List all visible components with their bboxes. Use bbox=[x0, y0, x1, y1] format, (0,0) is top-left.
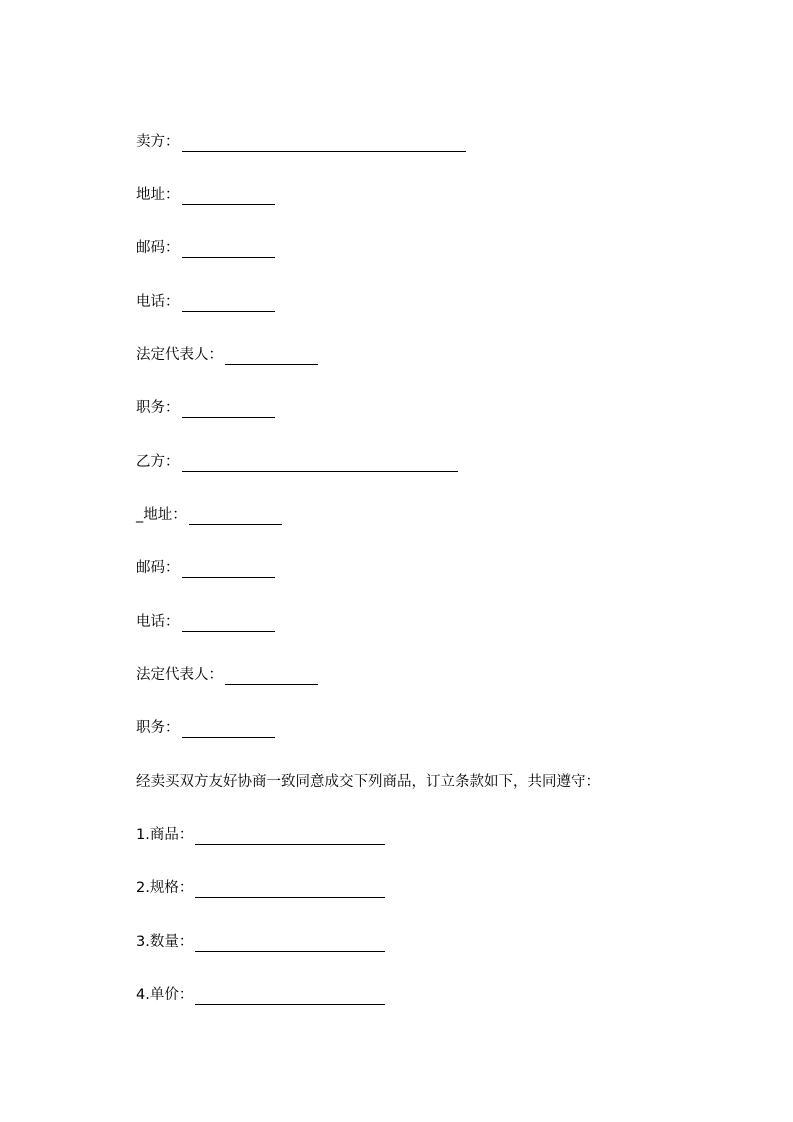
clause-label: 4.单价： bbox=[136, 987, 194, 1003]
clause-line bbox=[136, 932, 385, 952]
buyer-party-label: 乙方： bbox=[136, 454, 180, 470]
seller-address-line bbox=[136, 185, 275, 205]
buyer-phone-line bbox=[136, 612, 275, 632]
seller-legal-rep-line bbox=[136, 345, 318, 365]
seller-postcode-line bbox=[136, 238, 275, 258]
seller-address-blank bbox=[182, 188, 275, 205]
clause-label: 2.规格： bbox=[136, 880, 194, 896]
clause-line bbox=[136, 825, 385, 845]
clause-blank bbox=[195, 988, 385, 1005]
buyer-phone-label: 电话： bbox=[136, 614, 180, 630]
seller-position-blank bbox=[182, 401, 275, 418]
seller-address-label: 地址： bbox=[136, 187, 180, 203]
buyer-phone-blank bbox=[182, 615, 275, 632]
buyer-party-line bbox=[136, 452, 458, 472]
buyer-legal-rep-label: 法定代表人： bbox=[136, 667, 223, 683]
seller-party-blank bbox=[182, 135, 466, 152]
intro-text: 经卖买双方友好协商一致同意成交下列商品，订立条款如下，共同遵守： bbox=[136, 774, 600, 790]
buyer-position-line bbox=[136, 718, 275, 738]
clause-line bbox=[136, 878, 385, 898]
clause-blank bbox=[195, 828, 385, 845]
seller-phone-label: 电话： bbox=[136, 294, 180, 310]
seller-party-label: 卖方： bbox=[136, 134, 180, 150]
seller-position-label: 职务： bbox=[136, 400, 180, 416]
buyer-party-blank bbox=[182, 455, 458, 472]
seller-postcode-label: 邮码： bbox=[136, 240, 180, 256]
buyer-address-label: _地址： bbox=[136, 507, 187, 523]
buyer-postcode-label: 邮码： bbox=[136, 560, 180, 576]
buyer-postcode-line bbox=[136, 558, 275, 578]
clause-line bbox=[136, 985, 385, 1005]
buyer-position-label: 职务： bbox=[136, 720, 180, 736]
seller-legal-rep-label: 法定代表人： bbox=[136, 347, 223, 363]
clause-label: 3.数量： bbox=[136, 934, 194, 950]
seller-party-line bbox=[136, 132, 466, 152]
seller-postcode-blank bbox=[182, 241, 275, 258]
buyer-legal-rep-line bbox=[136, 665, 318, 685]
clause-blank bbox=[195, 881, 385, 898]
buyer-legal-rep-blank bbox=[225, 668, 318, 685]
seller-legal-rep-blank bbox=[225, 348, 318, 365]
buyer-address-line bbox=[136, 505, 282, 525]
buyer-position-blank bbox=[182, 721, 275, 738]
clause-label: 1.商品： bbox=[136, 827, 194, 843]
clause-blank bbox=[195, 935, 385, 952]
seller-phone-line bbox=[136, 292, 275, 312]
buyer-postcode-blank bbox=[182, 561, 275, 578]
seller-phone-blank bbox=[182, 295, 275, 312]
intro-paragraph bbox=[136, 772, 600, 792]
seller-position-line bbox=[136, 398, 275, 418]
buyer-address-blank bbox=[189, 508, 282, 525]
